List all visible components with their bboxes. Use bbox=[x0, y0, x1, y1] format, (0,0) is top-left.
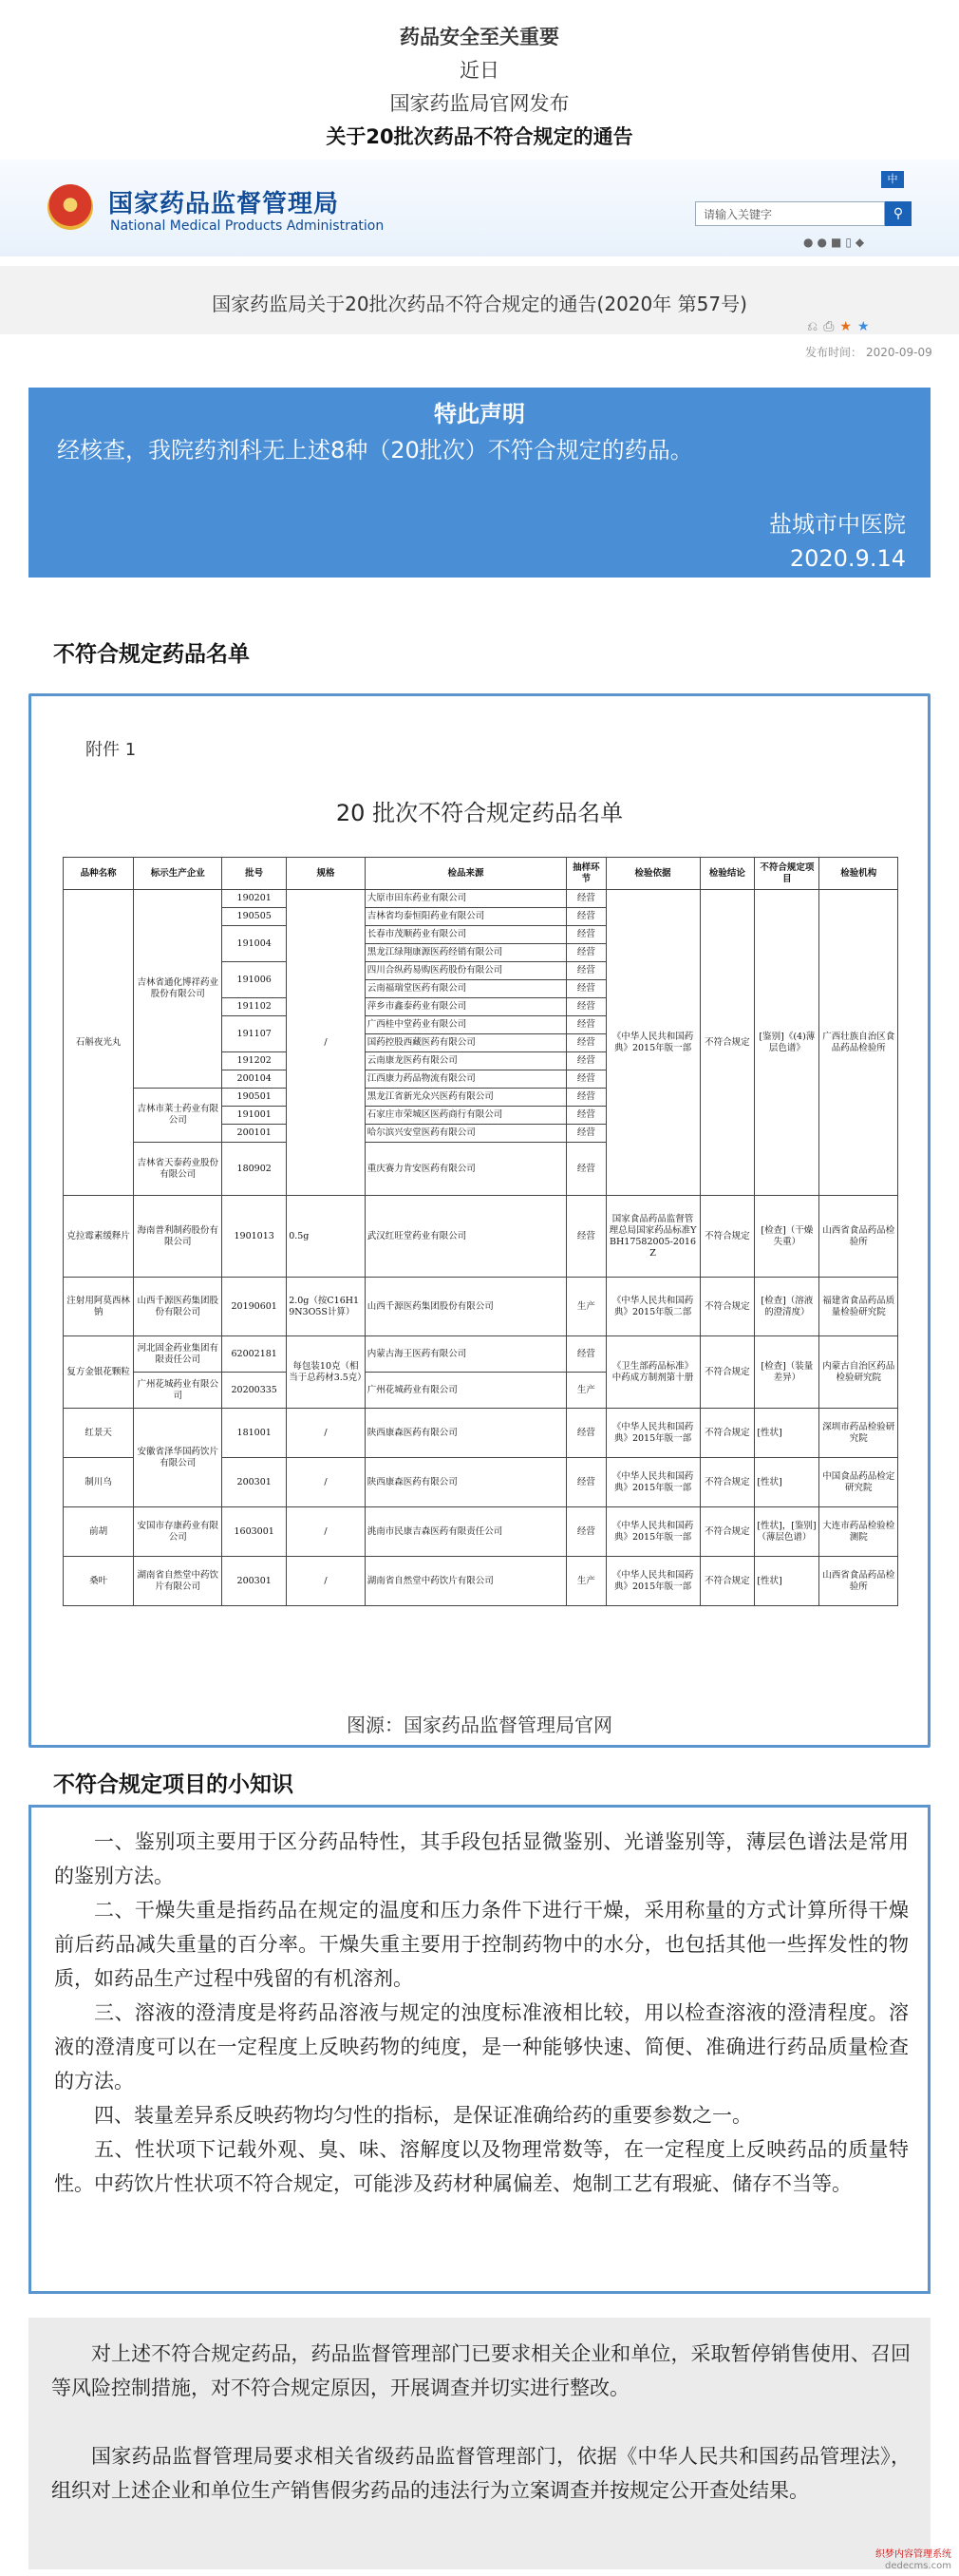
cell-maker: 吉林市莱士药业有限公司 bbox=[134, 1089, 222, 1143]
table-row bbox=[64, 1507, 898, 1557]
cell-maker: 广州花城药业有限公司 bbox=[134, 1373, 222, 1409]
cell-name: 桑叶 bbox=[64, 1557, 134, 1606]
cell-source: 大原市田东药业有限公司 bbox=[365, 890, 567, 908]
cell-maker: 安徽省泽华国药饮片有限公司 bbox=[134, 1409, 222, 1507]
cell-source: 山西千源医药集团股份有限公司 bbox=[365, 1278, 567, 1336]
cell-maker: 安国市存康药业有限公司 bbox=[134, 1507, 222, 1557]
cell-batch: 191102 bbox=[222, 998, 287, 1016]
share-icon[interactable]: ★ bbox=[839, 319, 857, 334]
cell-batch: 191107 bbox=[222, 1016, 287, 1052]
cell-spec: / bbox=[287, 890, 366, 1196]
cell-stage: 经营 bbox=[567, 890, 606, 908]
cell-item: [性状] bbox=[755, 1557, 819, 1606]
knowledge-item-2: 二、干燥失重是指药品在规定的温度和压力条件下进行干燥，采用称量的方式计算所得干燥前后药品减失重量的百分率。干燥失重主要用于控制药物中的水分，也包括其他一些挥发性的物质，如药品生产过程中残留的有机溶剂。 bbox=[54, 1899, 909, 1990]
cell-source: 武汉红旺堂药业有限公司 bbox=[365, 1196, 567, 1278]
col-header: 标示生产企业 bbox=[134, 858, 222, 890]
cell-maker: 湖南省自然堂中药饮片有限公司 bbox=[134, 1557, 222, 1606]
statement-org: 盐城市中医院 bbox=[769, 511, 906, 538]
cell-batch: 1603001 bbox=[222, 1507, 287, 1557]
cell-batch: 20200335 bbox=[222, 1373, 287, 1409]
cell-stage: 经营 bbox=[567, 962, 606, 980]
section-title-list: 不符合规定药品名单 bbox=[53, 642, 250, 667]
weibo-icon[interactable]: ● bbox=[803, 236, 818, 249]
cell-maker: 山西千源医药集团股份有限公司 bbox=[134, 1278, 222, 1336]
cell-stage: 生产 bbox=[567, 1373, 606, 1409]
cell-batch: 181001 bbox=[222, 1409, 287, 1458]
col-header: 检验结论 bbox=[700, 858, 755, 890]
cell-stage: 经营 bbox=[567, 1052, 606, 1070]
language-switch[interactable]: 中 bbox=[881, 171, 904, 188]
cell-lab: 中国食品药品检定研究院 bbox=[819, 1458, 898, 1507]
cell-batch: 191001 bbox=[222, 1107, 287, 1125]
cell-stage: 经营 bbox=[567, 1458, 606, 1507]
cell-name: 注射用阿莫西林钠 bbox=[64, 1278, 134, 1336]
cell-conclusion: 不符合规定 bbox=[700, 1557, 755, 1606]
nmpa-name-en: National Medical Products Administration bbox=[110, 218, 385, 234]
publish-date bbox=[805, 344, 936, 360]
cell-basis: 《中华人民共和国药典》2015年版一部 bbox=[606, 1458, 700, 1507]
cell-spec: / bbox=[287, 1458, 366, 1507]
col-header: 品种名称 bbox=[64, 858, 134, 890]
attachment-title: 20 批次不符合规定药品名单 bbox=[335, 800, 624, 826]
national-emblem-icon bbox=[47, 184, 93, 230]
intro-line-2: 近日 bbox=[460, 59, 499, 82]
search-input[interactable]: 请输入关键字 bbox=[695, 201, 885, 226]
table-row bbox=[64, 1196, 898, 1278]
cell-item: [性状]，[鉴别]（薄层色谱） bbox=[755, 1507, 819, 1557]
cell-conclusion: 不符合规定 bbox=[700, 1458, 755, 1507]
table-row bbox=[64, 890, 898, 908]
col-header: 不符合规定项目 bbox=[755, 858, 819, 890]
cell-basis: 《中华人民共和国药典》2015年版一部 bbox=[606, 1409, 700, 1458]
cell-batch: 190501 bbox=[222, 1089, 287, 1107]
cell-batch: 200301 bbox=[222, 1458, 287, 1507]
tool-icons[interactable] bbox=[807, 319, 875, 334]
cell-source: 哈尔滨兴安堂医药有限公司 bbox=[365, 1125, 567, 1143]
cell-source: 国药控股西藏医药有限公司 bbox=[365, 1034, 567, 1052]
table-row bbox=[64, 1557, 898, 1606]
social-icons[interactable] bbox=[803, 236, 868, 249]
knowledge-box bbox=[28, 1805, 931, 2294]
drug-table bbox=[63, 857, 898, 1606]
cell-item: [性状] bbox=[755, 1458, 819, 1507]
cell-basis: 《中华人民共和国药典》2015年版一部 bbox=[606, 1507, 700, 1557]
cell-conclusion: 不符合规定 bbox=[700, 1409, 755, 1458]
cell-batch: 190201 bbox=[222, 890, 287, 908]
knowledge-item-1: 一、鉴别项主要用于区分药品特性，其手段包括显微鉴别、光谱鉴别等，薄层色谱法是常用的鉴别方法。 bbox=[54, 1830, 909, 1887]
cell-basis: 《中华人民共和国药典》2015年版一部 bbox=[606, 890, 700, 1196]
table-row bbox=[64, 1336, 898, 1373]
cell-source: 陕西康森医药有限公司 bbox=[365, 1409, 567, 1458]
cell-basis: 《中华人民共和国药典》2015年版二部 bbox=[606, 1278, 700, 1336]
cell-basis: 《卫生部药品标准》中药成方制剂第十册 bbox=[606, 1336, 700, 1409]
cell-stage: 经营 bbox=[567, 926, 606, 944]
cell-source: 内蒙古海王医药有限公司 bbox=[365, 1336, 567, 1373]
cell-source: 黑龙江绿翔康源医药经销有限公司 bbox=[365, 944, 567, 962]
cell-lab: 广西壮族自治区食品药品检验所 bbox=[819, 890, 898, 1196]
image-source: 图源：国家药品监督管理局官网 bbox=[347, 1714, 612, 1736]
feed-icon[interactable]: ◆ bbox=[855, 236, 869, 249]
cell-source: 湖南省自然堂中药饮片有限公司 bbox=[365, 1557, 567, 1606]
cell-item: [检查]（干燥失重） bbox=[755, 1196, 819, 1278]
knowledge-item-3: 三、溶液的澄清度是将药品溶液与规定的浊度标准液相比较，用以检查溶液的澄清程度。溶液的澄清度可以在一定程度上反映药物的纯度，是一种能够快速、简便、准确进行药品质量检查的方法。 bbox=[54, 2001, 909, 2093]
cell-spec: / bbox=[287, 1507, 366, 1557]
cell-batch: 191202 bbox=[222, 1052, 287, 1070]
statement-date: 2020.9.14 bbox=[789, 545, 906, 572]
intro-line-1: 药品安全至关重要 bbox=[400, 26, 559, 48]
cell-spec: 2.0g（按C16H19N3O5S计算） bbox=[287, 1278, 366, 1336]
intro-block bbox=[0, 0, 959, 154]
table-row bbox=[64, 1409, 898, 1458]
cell-batch: 20190601 bbox=[222, 1278, 287, 1336]
col-header: 抽样环节 bbox=[567, 858, 606, 890]
app-icon[interactable]: ■ bbox=[830, 236, 846, 249]
notice-title: 国家药监局关于20批次药品不符合规定的通告(2020年 第57号) bbox=[212, 293, 747, 315]
cell-item: [鉴别]《(4)薄层色谱》 bbox=[755, 890, 819, 1196]
cell-item: [检查]（溶液的澄清度） bbox=[755, 1278, 819, 1336]
cell-lab: 山西省食品药品检验所 bbox=[819, 1196, 898, 1278]
cell-lab: 深圳市药品检验研究院 bbox=[819, 1409, 898, 1458]
cell-source: 江西康力药品物流有限公司 bbox=[365, 1070, 567, 1089]
cell-stage: 经营 bbox=[567, 1409, 606, 1458]
cell-lab: 山西省食品药品检验所 bbox=[819, 1557, 898, 1606]
cell-source: 石家庄市荣城区医药商行有限公司 bbox=[365, 1107, 567, 1125]
cell-source: 吉林省均泰恒阳药业有限公司 bbox=[365, 908, 567, 926]
table-row bbox=[64, 1278, 898, 1336]
mobile-icon[interactable]: ▯ bbox=[845, 236, 856, 249]
cell-source: 黑龙江省新光众兴医药有限公司 bbox=[365, 1089, 567, 1107]
cell-stage: 经营 bbox=[567, 980, 606, 998]
col-header: 检验机构 bbox=[819, 858, 898, 890]
col-header: 规格 bbox=[287, 858, 366, 890]
cell-name: 红景天 bbox=[64, 1409, 134, 1458]
cell-source: 萍乡市鑫泰药业有限公司 bbox=[365, 998, 567, 1016]
cell-batch: 191004 bbox=[222, 926, 287, 962]
section-title-knowledge: 不符合规定项目的小知识 bbox=[53, 1772, 293, 1797]
cell-source: 云南康龙医药有限公司 bbox=[365, 1052, 567, 1070]
col-header: 检品来源 bbox=[365, 858, 567, 890]
cell-conclusion: 不符合规定 bbox=[700, 890, 755, 1196]
cell-conclusion: 不符合规定 bbox=[700, 1278, 755, 1336]
cell-basis: 《中华人民共和国药典》2015年版一部 bbox=[606, 1557, 700, 1606]
cell-conclusion: 不符合规定 bbox=[700, 1507, 755, 1557]
col-header: 批号 bbox=[222, 858, 287, 890]
cell-spec: / bbox=[287, 1409, 366, 1458]
print-icon[interactable]: ⎙ bbox=[823, 319, 840, 334]
col-header: 检验依据 bbox=[606, 858, 700, 890]
cell-maker: 吉林省通化博祥药业股份有限公司 bbox=[134, 890, 222, 1089]
cell-name: 克拉霉素缓释片 bbox=[64, 1196, 134, 1278]
cell-batch: 200104 bbox=[222, 1070, 287, 1089]
search-icon[interactable]: ⚲ bbox=[885, 201, 912, 226]
cell-item: [检查]（装量差异） bbox=[755, 1336, 819, 1409]
cell-conclusion: 不符合规定 bbox=[700, 1196, 755, 1278]
cell-source: 长春市茂顺药业有限公司 bbox=[365, 926, 567, 944]
font-size-icon[interactable]: ⎌ bbox=[807, 319, 824, 334]
final-paragraph-2: 国家药品监督管理局要求相关省级药品监督管理部门，依据《中华人民共和国药品管理法》，组织对上述企业和单位生产销售假劣药品的违法行为立案调查并按规定公开查处结果。 bbox=[51, 2445, 911, 2502]
cell-stage: 经营 bbox=[567, 1034, 606, 1052]
final-paragraph-1: 对上述不符合规定药品，药品监督管理部门已要求相关企业和单位，采取暂停销售使用、召回等风险控制措施，对不符合规定原因，开展调查并切实进行整改。 bbox=[51, 2342, 911, 2399]
cell-item: [性状] bbox=[755, 1409, 819, 1458]
cell-stage: 经营 bbox=[567, 998, 606, 1016]
cell-source: 洮南市民康吉森医药有限责任公司 bbox=[365, 1507, 567, 1557]
favorite-icon[interactable]: ★ bbox=[856, 319, 875, 334]
cell-maker: 吉林省天泰药业股份有限公司 bbox=[134, 1143, 222, 1196]
cell-stage: 经营 bbox=[567, 1089, 606, 1107]
table-header-row bbox=[64, 858, 898, 890]
cell-stage: 经营 bbox=[567, 944, 606, 962]
knowledge-item-5: 五、性状项下记载外观、臭、味、溶解度以及物理常数等，在一定程度上反映药品的质量特性。中药饮片性状项不符合规定，可能涉及药材种属偏差、炮制工艺有瑕疵、储存不当等。 bbox=[54, 2138, 909, 2195]
final-notice bbox=[28, 2318, 931, 2569]
cell-batch: 191006 bbox=[222, 962, 287, 998]
cell-name: 石斛夜光丸 bbox=[64, 890, 134, 1196]
cell-stage: 经营 bbox=[567, 1336, 606, 1373]
cell-maker: 河北固金药业集团有限责任公司 bbox=[134, 1336, 222, 1373]
cell-lab: 福建省食品药品质量检验研究院 bbox=[819, 1278, 898, 1336]
cell-batch: 62002181 bbox=[222, 1336, 287, 1373]
cell-batch: 1901013 bbox=[222, 1196, 287, 1278]
cell-batch: 180902 bbox=[222, 1143, 287, 1196]
site-watermark bbox=[875, 2549, 951, 2572]
cell-basis: 国家食品药品监督管理总局国家药品标准YBH17582005-2016Z bbox=[606, 1196, 700, 1278]
cell-stage: 经营 bbox=[567, 1143, 606, 1196]
cell-batch: 190505 bbox=[222, 908, 287, 926]
statement-heading: 特此声明 bbox=[434, 401, 525, 427]
cell-maker: 海南普利制药股份有限公司 bbox=[134, 1196, 222, 1278]
cell-stage: 经营 bbox=[567, 1125, 606, 1143]
nmpa-header bbox=[0, 160, 959, 256]
attachment-label: 附件 1 bbox=[85, 740, 137, 760]
intro-line-4: 关于20批次药品不符合规定的通告 bbox=[326, 125, 633, 148]
cell-stage: 经营 bbox=[567, 1107, 606, 1125]
cell-source: 广西桂中堂药业有限公司 bbox=[365, 1016, 567, 1034]
cell-batch: 200301 bbox=[222, 1557, 287, 1606]
wechat-icon[interactable]: ● bbox=[817, 236, 831, 249]
cell-spec: 每包装10克（相当于总药材3.5克） bbox=[287, 1336, 366, 1409]
statement-body: 经核查，我院药剂科无上述8种（20批次）不符合规定的药品。 bbox=[57, 437, 693, 464]
special-statement bbox=[28, 388, 931, 578]
cell-source: 云南福瑞堂医药有限公司 bbox=[365, 980, 567, 998]
cell-batch: 200101 bbox=[222, 1125, 287, 1143]
cell-lab: 内蒙古自治区药品检验研究院 bbox=[819, 1336, 898, 1409]
cell-name: 制川乌 bbox=[64, 1458, 134, 1507]
intro-line-3: 国家药监局官网发布 bbox=[389, 92, 570, 115]
cell-lab: 大连市药品检验检测院 bbox=[819, 1507, 898, 1557]
nmpa-name-cn: 国家药品监督管理局 bbox=[108, 190, 340, 218]
cell-source: 陕西康森医药有限公司 bbox=[365, 1458, 567, 1507]
watermark-line-2: dedecms.com bbox=[885, 2561, 951, 2571]
cell-stage: 生产 bbox=[567, 1557, 606, 1606]
cell-stage: 经营 bbox=[567, 908, 606, 926]
cell-stage: 生产 bbox=[567, 1278, 606, 1336]
cell-conclusion: 不符合规定 bbox=[700, 1336, 755, 1409]
cell-source: 重庆赛力肯安医药有限公司 bbox=[365, 1143, 567, 1196]
cell-source: 四川合纵药易购医药股份有限公司 bbox=[365, 962, 567, 980]
publish-label: 发布时间： bbox=[805, 346, 863, 359]
cell-source: 广州花城药业有限公司 bbox=[365, 1373, 567, 1409]
cell-name: 前胡 bbox=[64, 1507, 134, 1557]
watermark-line-1: 织梦内容管理系统 bbox=[875, 2549, 951, 2560]
cell-stage: 经营 bbox=[567, 1070, 606, 1089]
cell-name: 复方金银花颗粒 bbox=[64, 1336, 134, 1409]
cell-stage: 经营 bbox=[567, 1016, 606, 1034]
cell-spec: 0.5g bbox=[287, 1196, 366, 1278]
cell-spec: / bbox=[287, 1557, 366, 1606]
knowledge-item-4: 四、装量差异系反映药物均匀性的指标，是保证准确给药的重要参数之一。 bbox=[94, 2104, 752, 2127]
cell-stage: 经营 bbox=[567, 1507, 606, 1557]
publish-date-value: 2020-09-09 bbox=[866, 346, 932, 359]
cell-stage: 经营 bbox=[567, 1196, 606, 1278]
